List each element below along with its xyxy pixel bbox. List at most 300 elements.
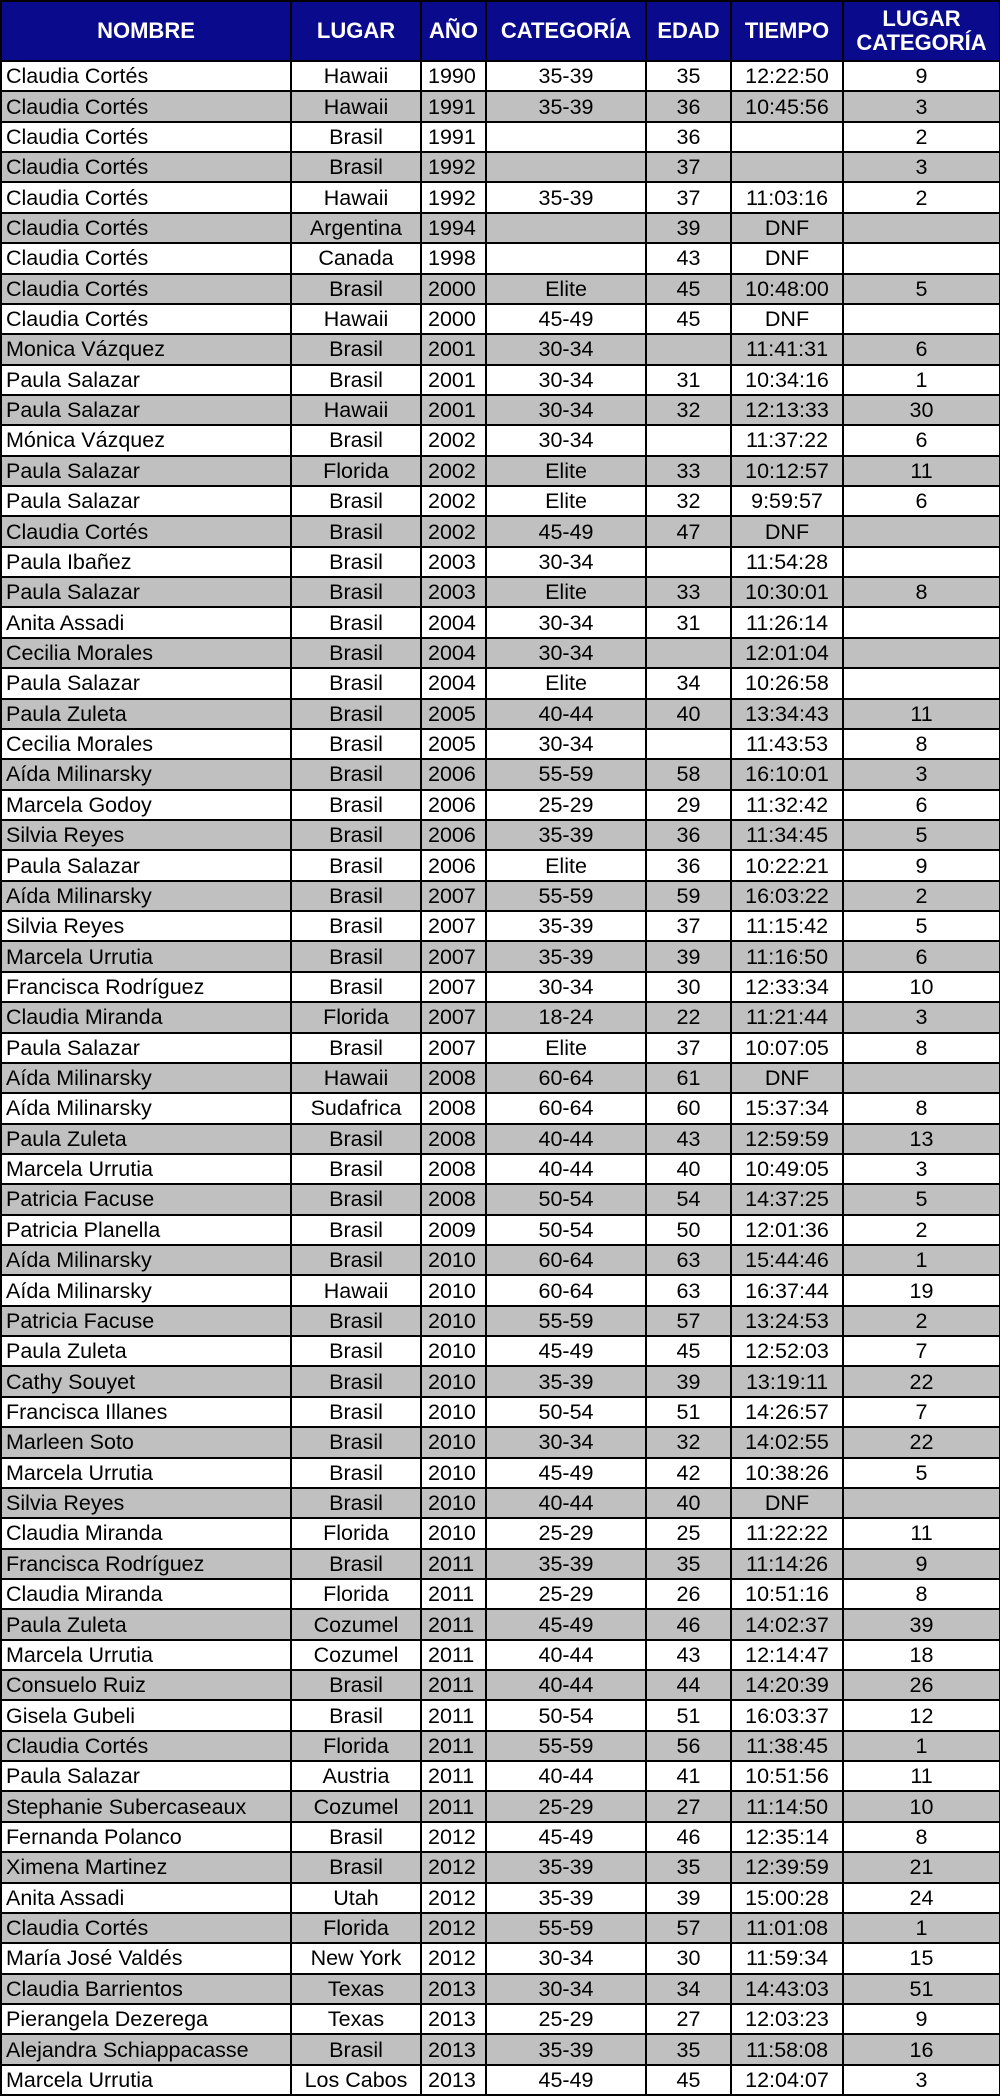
- cell-tiempo: 11:38:45: [731, 1731, 843, 1761]
- cell-categoria: [486, 122, 646, 152]
- table-row: [1, 1974, 1000, 2004]
- cell-categoria: 55-59: [486, 1731, 646, 1761]
- cell-categoria: 30-34: [486, 365, 646, 395]
- cell-tiempo: 15:44:46: [731, 1245, 843, 1275]
- cell-nombre: Aída Milinarsky: [1, 881, 291, 911]
- cell-tiempo: DNF: [731, 1488, 843, 1518]
- cell-lugar: Brasil: [291, 1366, 421, 1396]
- cell-tiempo: 12:52:03: [731, 1336, 843, 1366]
- table-row: [1, 1124, 1000, 1154]
- cell-lugar: Brasil: [291, 425, 421, 455]
- cell-tiempo: 11:03:16: [731, 182, 843, 212]
- cell-nombre: Claudia Cortés: [1, 1913, 291, 1943]
- cell-edad: 39: [646, 941, 731, 971]
- cell-ano: 2002: [421, 425, 486, 455]
- cell-lugar-categoria: 3: [843, 1002, 1000, 1032]
- cell-lugar-categoria: 2: [843, 881, 1000, 911]
- cell-lugar-categoria: 3: [843, 152, 1000, 182]
- cell-nombre: Anita Assadi: [1, 1883, 291, 1913]
- cell-lugar: Brasil: [291, 1458, 421, 1488]
- cell-ano: 1991: [421, 91, 486, 121]
- cell-nombre: Paula Salazar: [1, 668, 291, 698]
- cell-nombre: Paula Salazar: [1, 850, 291, 880]
- table-row: [1, 516, 1000, 546]
- cell-nombre: Paula Salazar: [1, 365, 291, 395]
- cell-categoria: 30-34: [486, 1974, 646, 2004]
- cell-nombre: Gisela Gubeli: [1, 1700, 291, 1730]
- cell-lugar-categoria: 39: [843, 1609, 1000, 1639]
- cell-lugar-categoria: 16: [843, 2034, 1000, 2064]
- cell-categoria: 30-34: [486, 638, 646, 668]
- cell-ano: 2010: [421, 1366, 486, 1396]
- cell-edad: 51: [646, 1397, 731, 1427]
- cell-nombre: Anita Assadi: [1, 607, 291, 637]
- cell-nombre: Marleen Soto: [1, 1427, 291, 1457]
- cell-lugar-categoria: [843, 668, 1000, 698]
- cell-lugar: Brasil: [291, 850, 421, 880]
- cell-ano: 1994: [421, 213, 486, 243]
- cell-edad: 43: [646, 1640, 731, 1670]
- cell-categoria: 60-64: [486, 1245, 646, 1275]
- cell-lugar-categoria: 8: [843, 1579, 1000, 1609]
- cell-tiempo: 11:41:31: [731, 334, 843, 364]
- cell-categoria: 35-39: [486, 2034, 646, 2064]
- cell-nombre: Claudia Cortés: [1, 122, 291, 152]
- cell-nombre: Claudia Cortés: [1, 213, 291, 243]
- cell-lugar: Sudafrica: [291, 1093, 421, 1123]
- table-row: [1, 1822, 1000, 1852]
- cell-tiempo: 12:14:47: [731, 1640, 843, 1670]
- cell-lugar-categoria: 51: [843, 1974, 1000, 2004]
- cell-tiempo: 10:38:26: [731, 1458, 843, 1488]
- cell-lugar-categoria: 6: [843, 941, 1000, 971]
- cell-lugar: Argentina: [291, 213, 421, 243]
- table-row: [1, 1549, 1000, 1579]
- cell-lugar: Brasil: [291, 1033, 421, 1063]
- cell-lugar: Brasil: [291, 1670, 421, 1700]
- cell-lugar-categoria: 15: [843, 1943, 1000, 1973]
- cell-categoria: 35-39: [486, 941, 646, 971]
- cell-ano: 2002: [421, 486, 486, 516]
- table-row: [1, 1397, 1000, 1427]
- cell-edad: 35: [646, 1549, 731, 1579]
- cell-ano: 1998: [421, 243, 486, 273]
- cell-categoria: 30-34: [486, 395, 646, 425]
- cell-nombre: Mónica Vázquez: [1, 425, 291, 455]
- cell-categoria: 40-44: [486, 1488, 646, 1518]
- table-row: [1, 91, 1000, 121]
- cell-nombre: Paula Zuleta: [1, 699, 291, 729]
- cell-ano: 2012: [421, 1852, 486, 1882]
- cell-lugar: Austria: [291, 1761, 421, 1791]
- table-row: [1, 1245, 1000, 1275]
- cell-tiempo: 14:43:03: [731, 1974, 843, 2004]
- cell-ano: 2010: [421, 1427, 486, 1457]
- cell-nombre: Marcela Urrutia: [1, 1458, 291, 1488]
- cell-tiempo: 10:51:16: [731, 1579, 843, 1609]
- cell-tiempo: 12:13:33: [731, 395, 843, 425]
- table-row: [1, 638, 1000, 668]
- cell-lugar: Brasil: [291, 516, 421, 546]
- cell-edad: 39: [646, 1366, 731, 1396]
- cell-edad: 43: [646, 243, 731, 273]
- cell-ano: 2004: [421, 638, 486, 668]
- cell-tiempo: 13:24:53: [731, 1306, 843, 1336]
- cell-lugar: Florida: [291, 1002, 421, 1032]
- cell-lugar-categoria: 5: [843, 274, 1000, 304]
- cell-tiempo: 11:14:26: [731, 1549, 843, 1579]
- cell-nombre: Marcela Urrutia: [1, 1154, 291, 1184]
- cell-categoria: 30-34: [486, 1427, 646, 1457]
- cell-edad: 37: [646, 152, 731, 182]
- cell-edad: 36: [646, 850, 731, 880]
- cell-edad: 30: [646, 972, 731, 1002]
- cell-lugar-categoria: 8: [843, 1822, 1000, 1852]
- cell-categoria: 25-29: [486, 1791, 646, 1821]
- cell-categoria: 40-44: [486, 699, 646, 729]
- cell-categoria: 30-34: [486, 425, 646, 455]
- cell-nombre: Marcela Urrutia: [1, 1640, 291, 1670]
- cell-lugar: Brasil: [291, 1852, 421, 1882]
- header-lugar: LUGAR: [291, 1, 421, 61]
- cell-tiempo: 10:22:21: [731, 850, 843, 880]
- cell-lugar-categoria: 3: [843, 91, 1000, 121]
- cell-lugar-categoria: [843, 1063, 1000, 1093]
- cell-ano: 2001: [421, 334, 486, 364]
- cell-lugar-categoria: 8: [843, 1093, 1000, 1123]
- cell-categoria: 35-39: [486, 1883, 646, 1913]
- cell-edad: 27: [646, 1791, 731, 1821]
- cell-ano: 2013: [421, 2065, 486, 2095]
- cell-categoria: 60-64: [486, 1275, 646, 1305]
- cell-categoria: 45-49: [486, 1822, 646, 1852]
- cell-edad: 57: [646, 1913, 731, 1943]
- cell-lugar: Brasil: [291, 365, 421, 395]
- cell-ano: 2010: [421, 1458, 486, 1488]
- cell-lugar: Brasil: [291, 1336, 421, 1366]
- cell-nombre: Paula Ibañez: [1, 547, 291, 577]
- table-row: [1, 243, 1000, 273]
- cell-ano: 2011: [421, 1609, 486, 1639]
- cell-tiempo: 11:15:42: [731, 911, 843, 941]
- table-row: [1, 122, 1000, 152]
- cell-tiempo: 11:01:08: [731, 1913, 843, 1943]
- cell-lugar-categoria: 9: [843, 2004, 1000, 2034]
- cell-lugar: Florida: [291, 1913, 421, 1943]
- cell-nombre: Paula Salazar: [1, 486, 291, 516]
- cell-lugar-categoria: [843, 516, 1000, 546]
- cell-lugar: Hawaii: [291, 91, 421, 121]
- table-row: [1, 1670, 1000, 1700]
- cell-nombre: Paula Zuleta: [1, 1336, 291, 1366]
- cell-categoria: 25-29: [486, 1518, 646, 1548]
- cell-lugar: Brasil: [291, 1488, 421, 1518]
- table-row: [1, 334, 1000, 364]
- cell-ano: 1991: [421, 122, 486, 152]
- cell-lugar-categoria: 5: [843, 1458, 1000, 1488]
- cell-nombre: Marcela Urrutia: [1, 941, 291, 971]
- cell-ano: 2011: [421, 1791, 486, 1821]
- cell-lugar-categoria: 3: [843, 759, 1000, 789]
- cell-ano: 2008: [421, 1184, 486, 1214]
- cell-nombre: Monica Vázquez: [1, 334, 291, 364]
- cell-ano: 2012: [421, 1883, 486, 1913]
- cell-ano: 1992: [421, 182, 486, 212]
- cell-lugar: Brasil: [291, 607, 421, 637]
- table-row: [1, 304, 1000, 334]
- cell-tiempo: DNF: [731, 304, 843, 334]
- cell-lugar: Brasil: [291, 820, 421, 850]
- cell-nombre: Paula Salazar: [1, 395, 291, 425]
- cell-ano: 2006: [421, 790, 486, 820]
- cell-edad: [646, 547, 731, 577]
- cell-nombre: Alejandra Schiappacasse: [1, 2034, 291, 2064]
- table-row: [1, 1518, 1000, 1548]
- cell-edad: 36: [646, 820, 731, 850]
- cell-tiempo: 11:16:50: [731, 941, 843, 971]
- cell-lugar-categoria: 12: [843, 1700, 1000, 1730]
- cell-tiempo: 10:34:16: [731, 365, 843, 395]
- cell-nombre: Aída Milinarsky: [1, 1275, 291, 1305]
- cell-edad: 45: [646, 274, 731, 304]
- cell-categoria: 55-59: [486, 759, 646, 789]
- table-row: [1, 1093, 1000, 1123]
- cell-edad: 30: [646, 1943, 731, 1973]
- table-row: [1, 1700, 1000, 1730]
- cell-lugar: Brasil: [291, 941, 421, 971]
- cell-ano: 2012: [421, 1913, 486, 1943]
- cell-nombre: Claudia Cortés: [1, 61, 291, 91]
- cell-lugar: Brasil: [291, 2034, 421, 2064]
- cell-lugar: Florida: [291, 1579, 421, 1609]
- cell-edad: 22: [646, 1002, 731, 1032]
- cell-lugar-categoria: 22: [843, 1427, 1000, 1457]
- table-row: [1, 729, 1000, 759]
- cell-categoria: 30-34: [486, 334, 646, 364]
- cell-categoria: 30-34: [486, 729, 646, 759]
- cell-edad: 27: [646, 2004, 731, 2034]
- cell-lugar: Texas: [291, 1974, 421, 2004]
- cell-tiempo: 13:19:11: [731, 1366, 843, 1396]
- cell-nombre: Ximena Martinez: [1, 1852, 291, 1882]
- cell-edad: 37: [646, 911, 731, 941]
- cell-lugar: Brasil: [291, 759, 421, 789]
- cell-tiempo: 12:59:59: [731, 1124, 843, 1154]
- cell-tiempo: 16:03:22: [731, 881, 843, 911]
- cell-nombre: Paula Salazar: [1, 1761, 291, 1791]
- cell-lugar: Brasil: [291, 152, 421, 182]
- cell-tiempo: DNF: [731, 1063, 843, 1093]
- cell-lugar: Hawaii: [291, 61, 421, 91]
- table-row: [1, 1852, 1000, 1882]
- cell-nombre: Aída Milinarsky: [1, 1063, 291, 1093]
- cell-lugar: Hawaii: [291, 182, 421, 212]
- cell-lugar: Brasil: [291, 1427, 421, 1457]
- cell-nombre: Cecilia Morales: [1, 638, 291, 668]
- table-row: [1, 1791, 1000, 1821]
- cell-categoria: 35-39: [486, 911, 646, 941]
- cell-lugar-categoria: [843, 638, 1000, 668]
- table-row: [1, 820, 1000, 850]
- cell-edad: 39: [646, 1883, 731, 1913]
- cell-edad: 35: [646, 61, 731, 91]
- cell-nombre: Paula Salazar: [1, 577, 291, 607]
- cell-tiempo: 10:12:57: [731, 456, 843, 486]
- cell-tiempo: 10:30:01: [731, 577, 843, 607]
- table-row: [1, 1366, 1000, 1396]
- table-row: [1, 365, 1000, 395]
- cell-nombre: Marcela Urrutia: [1, 2065, 291, 2095]
- table-row: [1, 1184, 1000, 1214]
- cell-tiempo: DNF: [731, 243, 843, 273]
- cell-categoria: Elite: [486, 850, 646, 880]
- cell-ano: 2006: [421, 850, 486, 880]
- cell-edad: 32: [646, 395, 731, 425]
- cell-categoria: 18-24: [486, 1002, 646, 1032]
- cell-nombre: Claudia Cortés: [1, 182, 291, 212]
- cell-lugar-categoria: 22: [843, 1366, 1000, 1396]
- cell-categoria: 50-54: [486, 1184, 646, 1214]
- table-row: [1, 1913, 1000, 1943]
- table-row: [1, 182, 1000, 212]
- cell-lugar: Brasil: [291, 790, 421, 820]
- cell-ano: 2010: [421, 1518, 486, 1548]
- cell-nombre: Patricia Facuse: [1, 1306, 291, 1336]
- table-row: [1, 1033, 1000, 1063]
- cell-lugar-categoria: 7: [843, 1336, 1000, 1366]
- cell-lugar-categoria: 6: [843, 334, 1000, 364]
- cell-categoria: 55-59: [486, 1913, 646, 1943]
- cell-lugar: Florida: [291, 1731, 421, 1761]
- cell-lugar: Brasil: [291, 1124, 421, 1154]
- cell-lugar-categoria: [843, 304, 1000, 334]
- cell-edad: 40: [646, 1154, 731, 1184]
- cell-ano: 2007: [421, 911, 486, 941]
- cell-edad: 60: [646, 1093, 731, 1123]
- cell-lugar: Brasil: [291, 638, 421, 668]
- cell-nombre: Patricia Planella: [1, 1215, 291, 1245]
- cell-ano: 2010: [421, 1488, 486, 1518]
- cell-lugar-categoria: 1: [843, 1913, 1000, 1943]
- cell-nombre: Aída Milinarsky: [1, 1093, 291, 1123]
- cell-edad: 35: [646, 2034, 731, 2064]
- cell-tiempo: 11:43:53: [731, 729, 843, 759]
- cell-edad: 59: [646, 881, 731, 911]
- cell-tiempo: 14:20:39: [731, 1670, 843, 1700]
- cell-ano: 2004: [421, 607, 486, 637]
- cell-ano: 2001: [421, 365, 486, 395]
- cell-categoria: 50-54: [486, 1700, 646, 1730]
- cell-lugar: Brasil: [291, 699, 421, 729]
- cell-categoria: Elite: [486, 486, 646, 516]
- cell-lugar-categoria: 9: [843, 61, 1000, 91]
- table-row: [1, 1609, 1000, 1639]
- cell-lugar-categoria: 7: [843, 1397, 1000, 1427]
- cell-lugar: Brasil: [291, 729, 421, 759]
- cell-ano: 2007: [421, 881, 486, 911]
- cell-edad: 26: [646, 1579, 731, 1609]
- cell-nombre: Claudia Miranda: [1, 1002, 291, 1032]
- cell-ano: 1990: [421, 61, 486, 91]
- cell-edad: 35: [646, 1852, 731, 1882]
- cell-tiempo: DNF: [731, 516, 843, 546]
- cell-tiempo: 12:33:34: [731, 972, 843, 1002]
- cell-ano: 2003: [421, 547, 486, 577]
- cell-categoria: 60-64: [486, 1093, 646, 1123]
- cell-categoria: 30-34: [486, 972, 646, 1002]
- table-row: [1, 547, 1000, 577]
- cell-tiempo: 11:54:28: [731, 547, 843, 577]
- cell-lugar: Hawaii: [291, 395, 421, 425]
- cell-nombre: Francisca Rodríguez: [1, 972, 291, 1002]
- cell-categoria: 35-39: [486, 820, 646, 850]
- cell-nombre: Claudia Cortés: [1, 274, 291, 304]
- table-row: [1, 1579, 1000, 1609]
- cell-categoria: [486, 243, 646, 273]
- table-row: [1, 1215, 1000, 1245]
- cell-edad: 36: [646, 91, 731, 121]
- cell-lugar-categoria: 9: [843, 850, 1000, 880]
- table-row: [1, 2065, 1000, 2095]
- cell-lugar: Brasil: [291, 1245, 421, 1275]
- table-row: [1, 1731, 1000, 1761]
- cell-categoria: 50-54: [486, 1397, 646, 1427]
- cell-nombre: Claudia Cortés: [1, 152, 291, 182]
- table-row: [1, 1488, 1000, 1518]
- cell-edad: 50: [646, 1215, 731, 1245]
- cell-ano: 2006: [421, 759, 486, 789]
- cell-edad: 40: [646, 1488, 731, 1518]
- cell-nombre: Claudia Cortés: [1, 1731, 291, 1761]
- cell-nombre: Patricia Facuse: [1, 1184, 291, 1214]
- cell-ano: 2011: [421, 1700, 486, 1730]
- cell-lugar: Hawaii: [291, 1275, 421, 1305]
- cell-lugar: Canada: [291, 243, 421, 273]
- cell-lugar-categoria: 2: [843, 1215, 1000, 1245]
- cell-lugar: New York: [291, 1943, 421, 1973]
- cell-edad: 40: [646, 699, 731, 729]
- cell-categoria: 45-49: [486, 1609, 646, 1639]
- cell-nombre: Aída Milinarsky: [1, 1245, 291, 1275]
- header-edad: EDAD: [646, 1, 731, 61]
- cell-lugar-categoria: 10: [843, 1791, 1000, 1821]
- cell-edad: 31: [646, 607, 731, 637]
- cell-ano: 2000: [421, 304, 486, 334]
- cell-categoria: 35-39: [486, 91, 646, 121]
- cell-categoria: Elite: [486, 456, 646, 486]
- table-row: [1, 1002, 1000, 1032]
- header-ano: AÑO: [421, 1, 486, 61]
- cell-nombre: Claudia Miranda: [1, 1579, 291, 1609]
- header-tiempo: TIEMPO: [731, 1, 843, 61]
- table-row: [1, 2034, 1000, 2064]
- cell-lugar-categoria: 3: [843, 2065, 1000, 2095]
- cell-nombre: Claudia Cortés: [1, 91, 291, 121]
- cell-nombre: Silvia Reyes: [1, 911, 291, 941]
- cell-nombre: Claudia Miranda: [1, 1518, 291, 1548]
- cell-lugar: Brasil: [291, 1700, 421, 1730]
- cell-tiempo: 14:26:57: [731, 1397, 843, 1427]
- cell-edad: 33: [646, 456, 731, 486]
- table-row: [1, 213, 1000, 243]
- cell-ano: 2008: [421, 1063, 486, 1093]
- cell-lugar-categoria: 2: [843, 1306, 1000, 1336]
- cell-lugar: Florida: [291, 1518, 421, 1548]
- cell-tiempo: 11:32:42: [731, 790, 843, 820]
- cell-lugar-categoria: 1: [843, 1731, 1000, 1761]
- cell-ano: 2011: [421, 1549, 486, 1579]
- cell-edad: 46: [646, 1609, 731, 1639]
